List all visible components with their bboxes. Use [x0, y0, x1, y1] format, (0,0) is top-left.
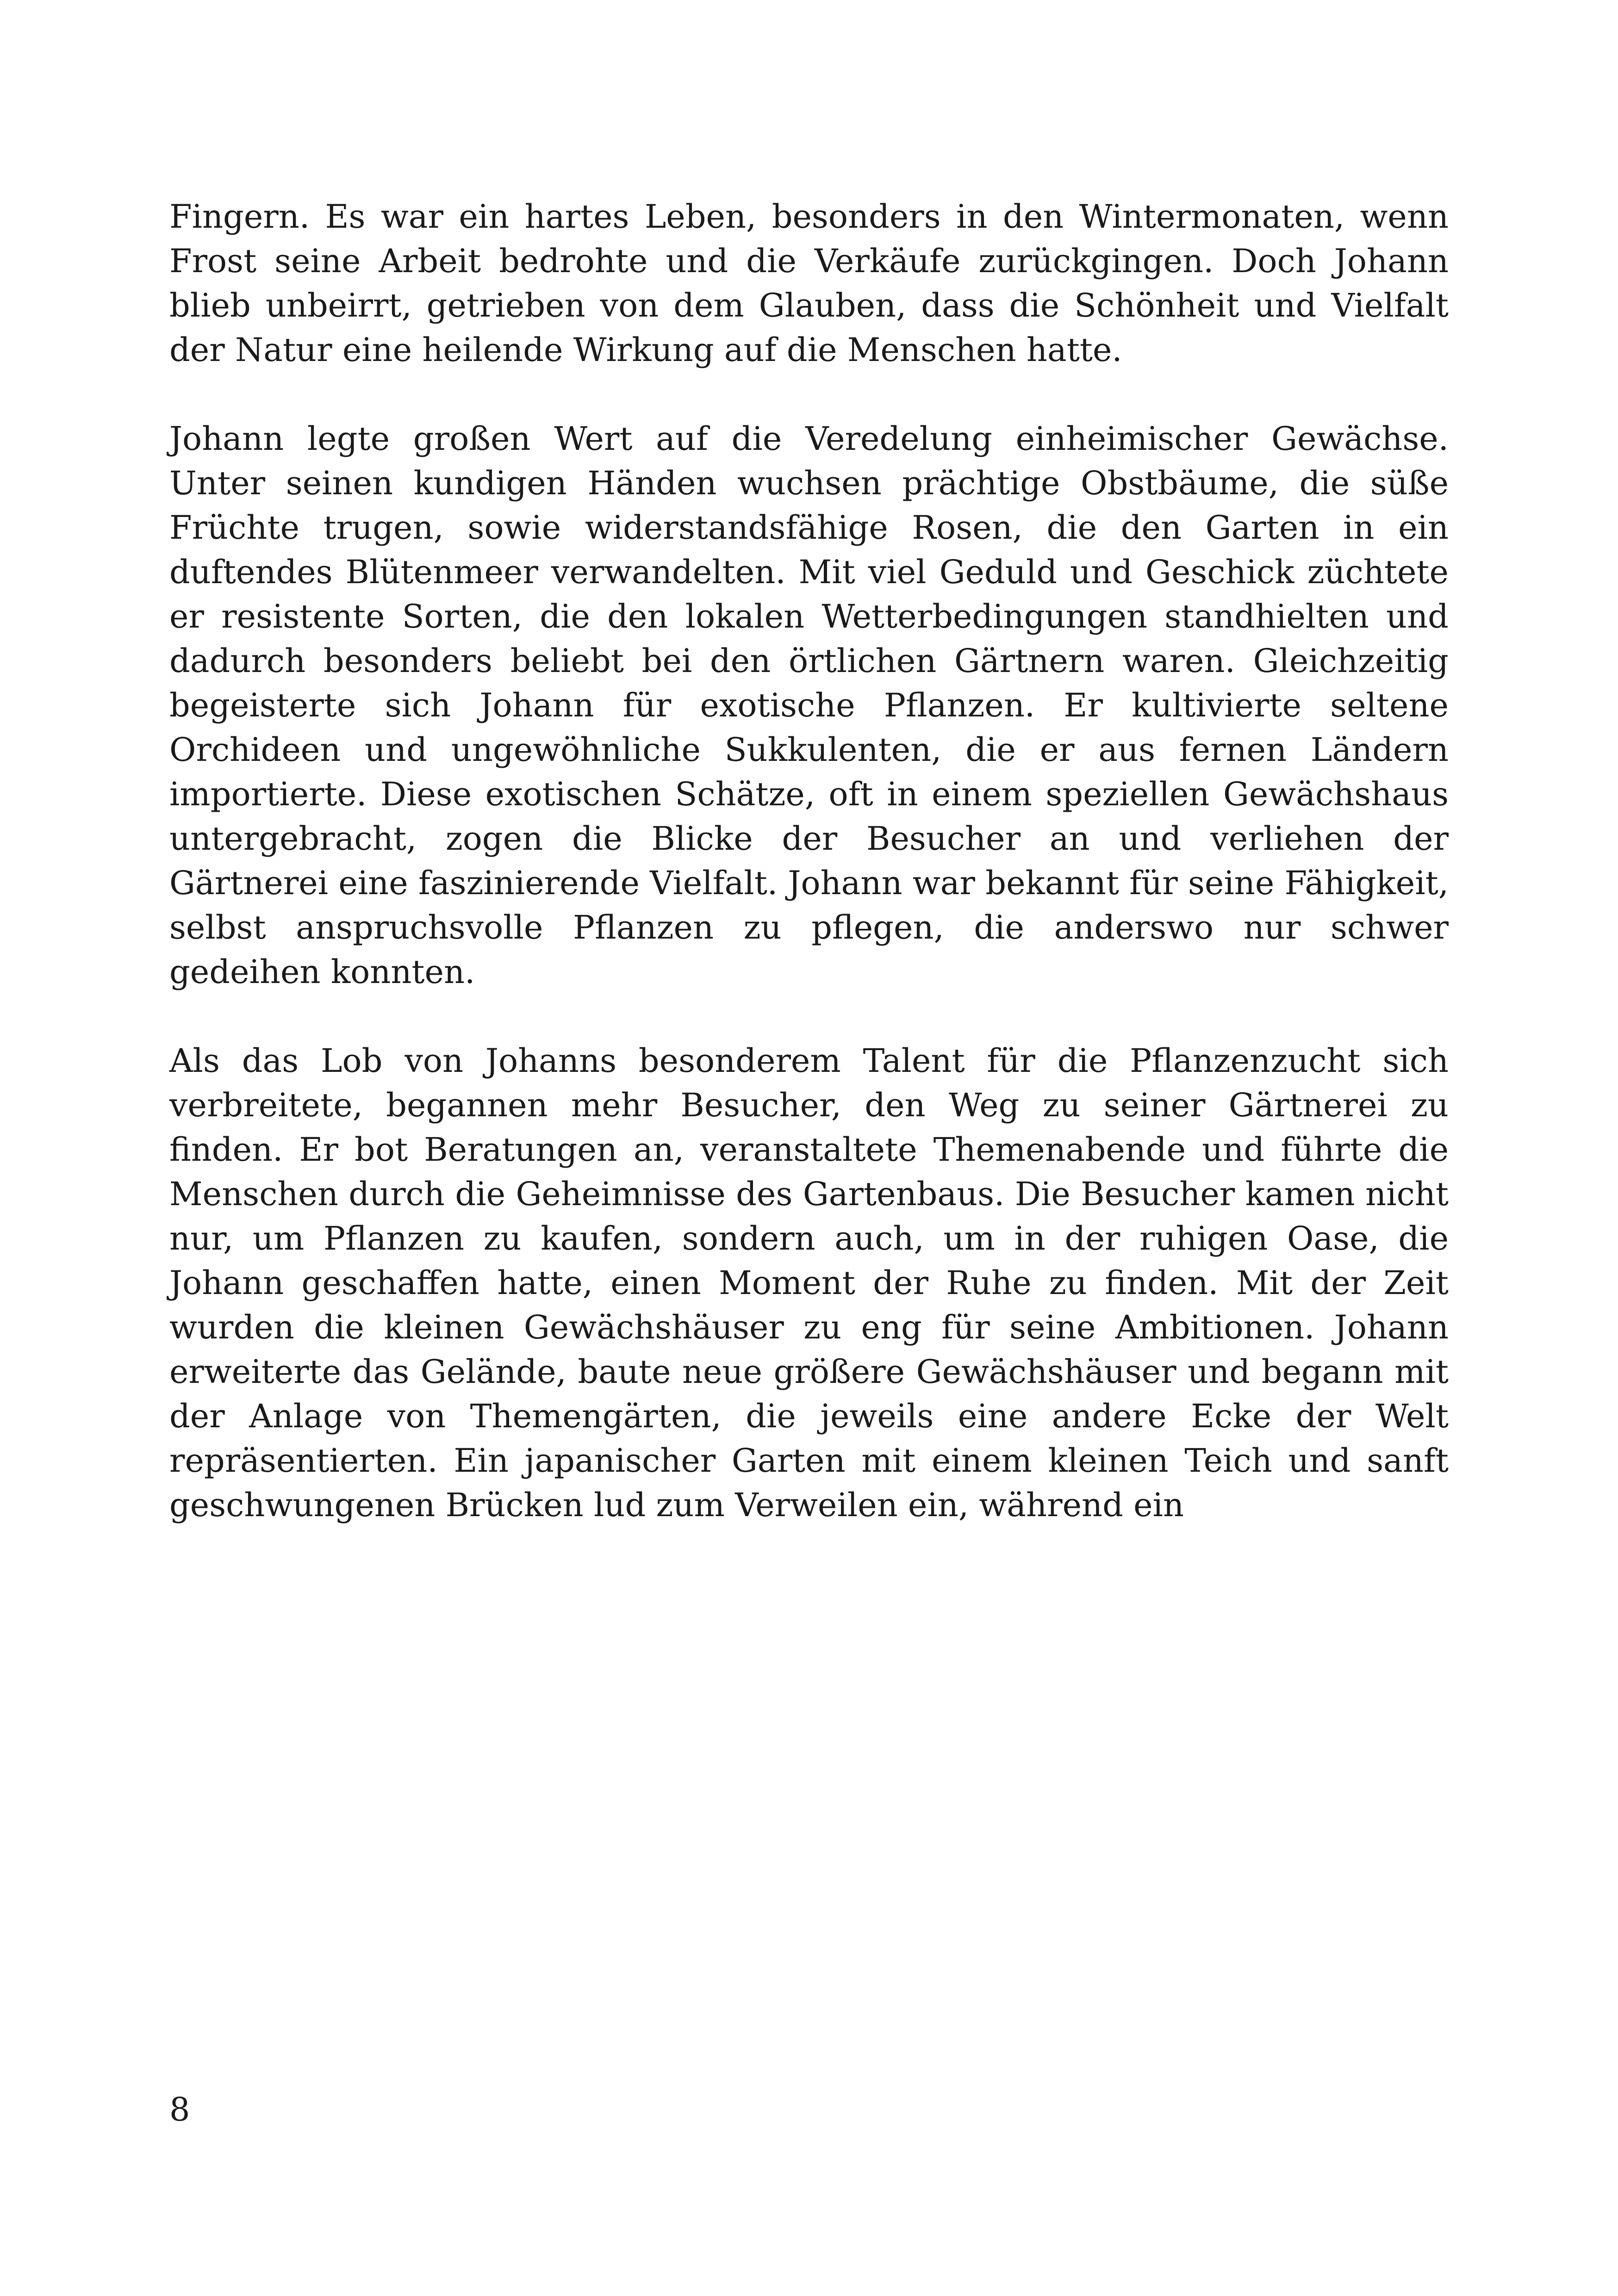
page-number: 8 [169, 2091, 190, 2128]
paragraph-1: Fingern. Es war ein hartes Leben, besonders in den Wintermonaten, wenn Frost seine Arbeit bedrohte und die Verkäufe zurückgingen. Doch Johann blieb unbeirrt, getrieben von dem Glauben, dass die Schönheit und Vielfalt der Natur eine heilende Wirkung auf die Menschen hatte. [169, 198, 1449, 369]
paragraph-2: Johann legte großen Wert auf die Veredelung einheimischer Gewächse. Unter seinen kundigen Händen wuchsen prächtige Obstbäume, die süße Früchte trugen, sowie widerstandsfähige Rosen, die den Garten in ein duftendes Blütenmeer verwandelten. Mit viel Geduld und Geschick züchtete er resistente Sorten, die den lokalen Wetterbedingungen standhielten und dadurch besonders beliebt bei den örtlichen Gärtnern waren. Gleichzeitig begeisterte sich Johann für exotische Pflanzen. Er kultivierte seltene Orchideen und ungewöhnliche Sukkulenten, die er aus fernen Ländern importierte. Diese exotischen Schätze, oft in einem speziellen Gewächshaus untergebracht, zogen die Blicke der Besucher an und verliehen der Gärtnerei eine faszinierende Vielfalt. Johann war bekannt für seine Fähigkeit, selbst anspruchsvolle Pflanzen zu pflegen, die anderswo nur schwer gedeihen konnten. [169, 420, 1449, 991]
paragraph-3: Als das Lob von Johanns besonderem Talent für die Pflanzenzucht sich verbreitete, begannen mehr Besucher, den Weg zu seiner Gärtnerei zu finden. Er bot Beratungen an, veranstaltete Themenabende und führte die Menschen durch die Geheimnisse des Gartenbaus. Die Besucher kamen nicht nur, um Pflanzen zu kaufen, sondern auch, um in der ruhigen Oase, die Johann geschaffen hatte, einen Moment der Ruhe zu finden. Mit der Zeit wurden die kleinen Gewächshäuser zu eng für seine Ambitionen. Johann erweiterte das Gelände, baute neue größere Gewächshäuser und begann mit der Anlage von Themengärten, die jeweils eine andere Ecke der Welt repräsentierten. Ein japanischer Garten mit einem kleinen Teich und sanft geschwungenen Brücken lud zum Verweilen ein, während ein [169, 1042, 1449, 1524]
body-text [169, 194, 1449, 1527]
